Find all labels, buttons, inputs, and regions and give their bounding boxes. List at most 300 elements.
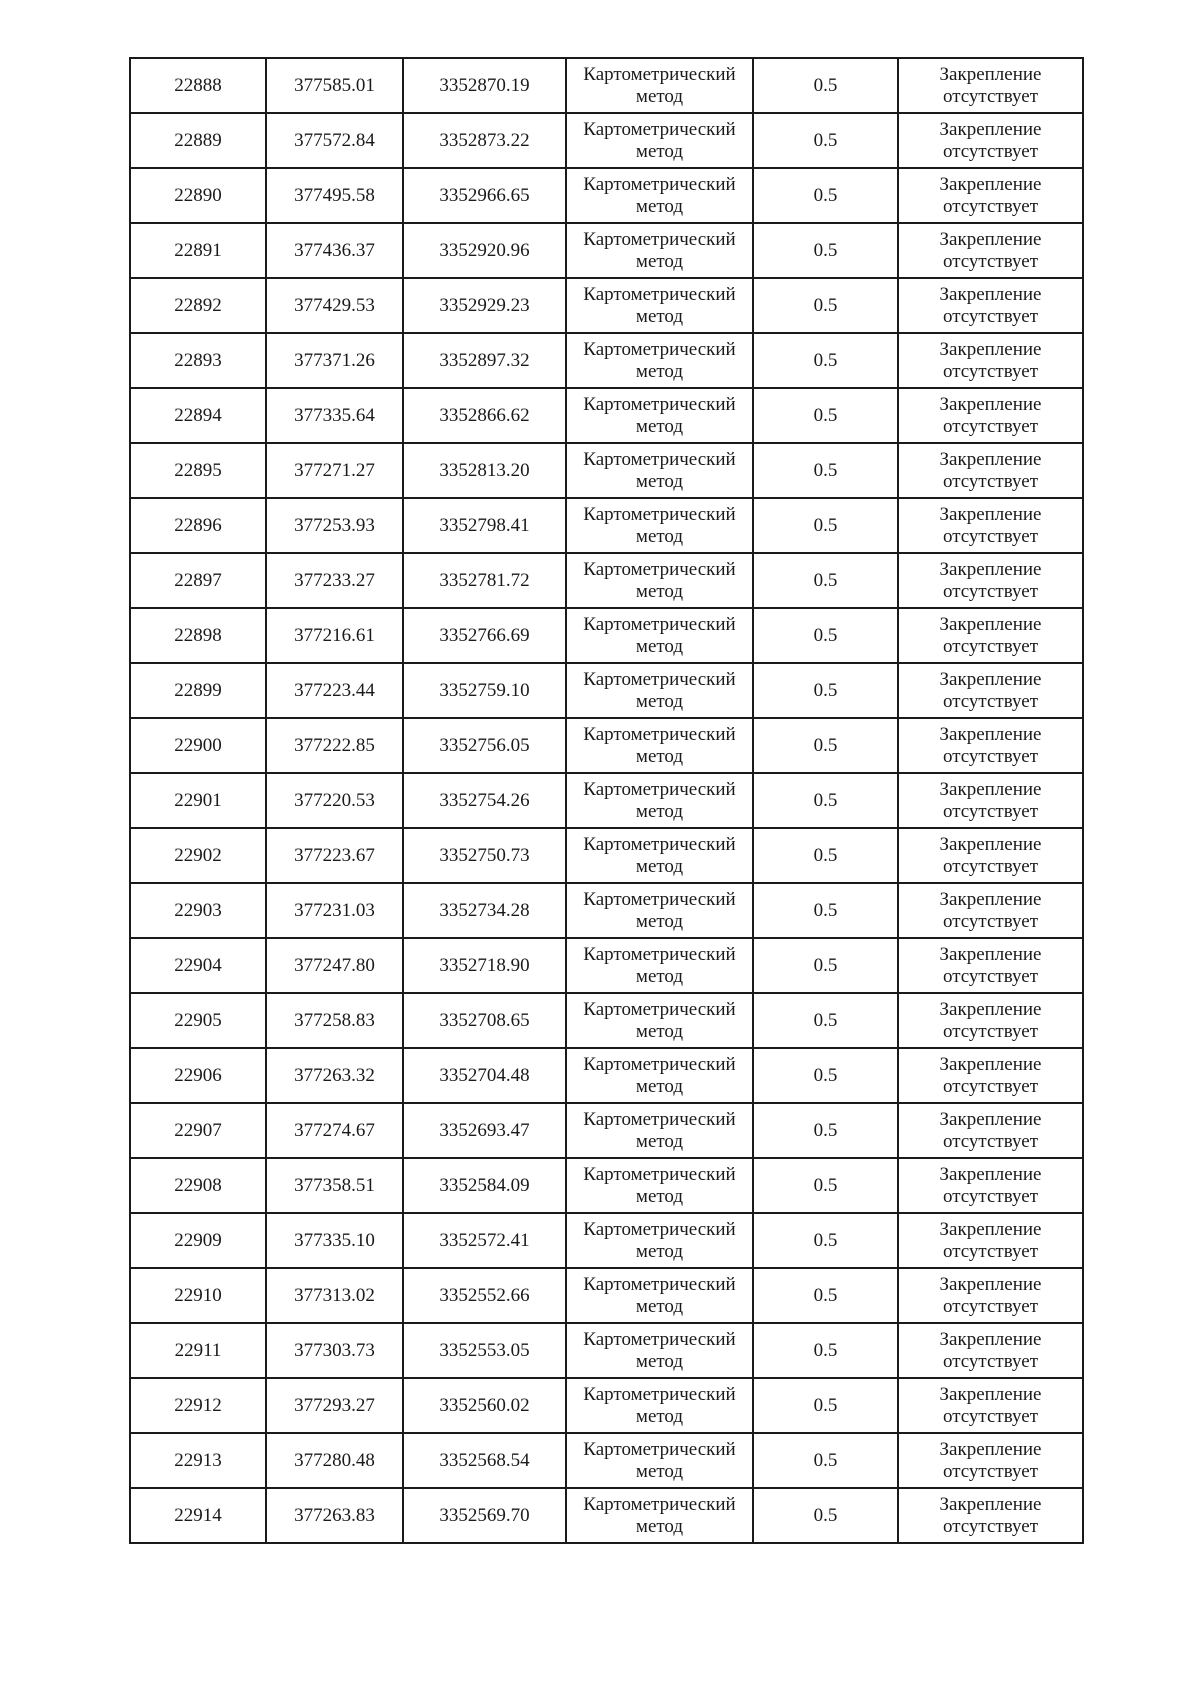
method-cell: [566, 1213, 753, 1268]
method-line-1: Картометрический: [583, 1438, 736, 1460]
method-line-1: Картометрический: [583, 63, 736, 85]
accuracy-cell: 0.5: [753, 168, 898, 223]
accuracy-cell: 0.5: [753, 883, 898, 938]
method-line-2: метод: [635, 415, 684, 437]
method-line-2: метод: [635, 1240, 684, 1262]
description-cell: [898, 1268, 1083, 1323]
description-line-1: Закрепление: [939, 1438, 1042, 1460]
x-coordinate-cell: 377247.80: [266, 938, 403, 993]
table-row: [130, 498, 1083, 553]
y-coordinate-cell: 3352584.09: [403, 1158, 566, 1213]
description-line-2: отсутствует: [942, 1075, 1039, 1097]
description-line-1: Закрепление: [939, 723, 1042, 745]
x-coordinate-cell: 377233.27: [266, 553, 403, 608]
description-line-1: Закрепление: [939, 118, 1042, 140]
x-coordinate-cell: 377231.03: [266, 883, 403, 938]
method-cell: [566, 553, 753, 608]
description-line-2: отсутствует: [942, 1515, 1039, 1537]
description-cell: [898, 58, 1083, 113]
method-cell: [566, 663, 753, 718]
description-cell: [898, 608, 1083, 663]
table-row: [130, 938, 1083, 993]
point-number-cell: 22897: [130, 553, 266, 608]
y-coordinate-cell: 3352552.66: [403, 1268, 566, 1323]
point-number-cell: 22898: [130, 608, 266, 663]
description-line-2: отсутствует: [942, 580, 1039, 602]
point-number-cell: 22893: [130, 333, 266, 388]
method-line-1: Картометрический: [583, 448, 736, 470]
method-line-1: Картометрический: [583, 1218, 736, 1240]
description-line-2: отсутствует: [942, 305, 1039, 327]
accuracy-cell: 0.5: [753, 443, 898, 498]
method-cell: [566, 773, 753, 828]
table-row: [130, 168, 1083, 223]
x-coordinate-cell: 377220.53: [266, 773, 403, 828]
method-line-2: метод: [635, 1295, 684, 1317]
description-line-2: отсутствует: [942, 800, 1039, 822]
method-cell: [566, 883, 753, 938]
method-cell: [566, 1433, 753, 1488]
y-coordinate-cell: 3352734.28: [403, 883, 566, 938]
point-number-cell: 22888: [130, 58, 266, 113]
y-coordinate-cell: 3352718.90: [403, 938, 566, 993]
y-coordinate-cell: 3352873.22: [403, 113, 566, 168]
y-coordinate-cell: 3352759.10: [403, 663, 566, 718]
description-line-1: Закрепление: [939, 1273, 1042, 1295]
table-row: [130, 1103, 1083, 1158]
x-coordinate-cell: 377429.53: [266, 278, 403, 333]
x-coordinate-cell: 377274.67: [266, 1103, 403, 1158]
description-cell: [898, 663, 1083, 718]
description-line-1: Закрепление: [939, 63, 1042, 85]
method-cell: [566, 1378, 753, 1433]
description-line-2: отсутствует: [942, 910, 1039, 932]
x-coordinate-cell: 377216.61: [266, 608, 403, 663]
y-coordinate-cell: 3352897.32: [403, 333, 566, 388]
x-coordinate-cell: 377271.27: [266, 443, 403, 498]
x-coordinate-cell: 377371.26: [266, 333, 403, 388]
method-cell: [566, 828, 753, 883]
method-line-2: метод: [635, 580, 684, 602]
method-line-1: Картометрический: [583, 1053, 736, 1075]
description-line-1: Закрепление: [939, 1493, 1042, 1515]
description-line-2: отсутствует: [942, 1130, 1039, 1152]
point-number-cell: 22890: [130, 168, 266, 223]
method-line-1: Картометрический: [583, 668, 736, 690]
description-line-2: отсутствует: [942, 1460, 1039, 1482]
y-coordinate-cell: 3352920.96: [403, 223, 566, 278]
description-line-2: отсутствует: [942, 195, 1039, 217]
description-line-1: Закрепление: [939, 338, 1042, 360]
point-number-cell: 22903: [130, 883, 266, 938]
x-coordinate-cell: 377436.37: [266, 223, 403, 278]
point-number-cell: 22905: [130, 993, 266, 1048]
y-coordinate-cell: 3352966.65: [403, 168, 566, 223]
y-coordinate-cell: 3352572.41: [403, 1213, 566, 1268]
description-line-1: Закрепление: [939, 1328, 1042, 1350]
y-coordinate-cell: 3352756.05: [403, 718, 566, 773]
method-cell: [566, 1268, 753, 1323]
method-line-1: Картометрический: [583, 723, 736, 745]
x-coordinate-cell: 377572.84: [266, 113, 403, 168]
y-coordinate-cell: 3352704.48: [403, 1048, 566, 1103]
accuracy-cell: 0.5: [753, 388, 898, 443]
description-cell: [898, 498, 1083, 553]
x-coordinate-cell: 377263.32: [266, 1048, 403, 1103]
method-cell: [566, 443, 753, 498]
description-line-1: Закрепление: [939, 943, 1042, 965]
x-coordinate-cell: 377495.58: [266, 168, 403, 223]
accuracy-cell: 0.5: [753, 663, 898, 718]
y-coordinate-cell: 3352750.73: [403, 828, 566, 883]
accuracy-cell: 0.5: [753, 773, 898, 828]
description-line-2: отсутствует: [942, 360, 1039, 382]
y-coordinate-cell: 3352866.62: [403, 388, 566, 443]
table-row: [130, 883, 1083, 938]
point-number-cell: 22901: [130, 773, 266, 828]
method-cell: [566, 223, 753, 278]
table-row: [130, 1268, 1083, 1323]
point-number-cell: 22910: [130, 1268, 266, 1323]
description-line-2: отсутствует: [942, 1405, 1039, 1427]
accuracy-cell: 0.5: [753, 993, 898, 1048]
method-line-1: Картометрический: [583, 613, 736, 635]
description-line-2: отсутствует: [942, 745, 1039, 767]
description-cell: [898, 993, 1083, 1048]
method-line-1: Картометрический: [583, 1163, 736, 1185]
x-coordinate-cell: 377335.10: [266, 1213, 403, 1268]
method-line-2: метод: [635, 910, 684, 932]
method-line-2: метод: [635, 305, 684, 327]
method-cell: [566, 388, 753, 443]
y-coordinate-cell: 3352813.20: [403, 443, 566, 498]
description-cell: [898, 168, 1083, 223]
method-line-1: Картометрический: [583, 1108, 736, 1130]
method-line-2: метод: [635, 525, 684, 547]
description-line-1: Закрепление: [939, 1383, 1042, 1405]
table-row: [130, 388, 1083, 443]
method-line-2: метод: [635, 1020, 684, 1042]
accuracy-cell: 0.5: [753, 828, 898, 883]
method-line-2: метод: [635, 800, 684, 822]
description-line-2: отсутствует: [942, 85, 1039, 107]
point-number-cell: 22904: [130, 938, 266, 993]
table-row: [130, 58, 1083, 113]
method-line-2: метод: [635, 250, 684, 272]
point-number-cell: 22895: [130, 443, 266, 498]
description-line-2: отсутствует: [942, 525, 1039, 547]
description-line-2: отсутствует: [942, 965, 1039, 987]
description-line-1: Закрепление: [939, 228, 1042, 250]
point-number-cell: 22911: [130, 1323, 266, 1378]
description-line-2: отсутствует: [942, 470, 1039, 492]
method-line-1: Картометрический: [583, 1328, 736, 1350]
description-line-1: Закрепление: [939, 558, 1042, 580]
description-line-1: Закрепление: [939, 833, 1042, 855]
x-coordinate-cell: 377223.67: [266, 828, 403, 883]
method-cell: [566, 718, 753, 773]
description-line-2: отсутствует: [942, 1350, 1039, 1372]
description-cell: [898, 1103, 1083, 1158]
point-number-cell: 22902: [130, 828, 266, 883]
description-line-1: Закрепление: [939, 778, 1042, 800]
point-number-cell: 22892: [130, 278, 266, 333]
table-row: [130, 1158, 1083, 1213]
x-coordinate-cell: 377303.73: [266, 1323, 403, 1378]
method-line-1: Картометрический: [583, 173, 736, 195]
table-row: [130, 1213, 1083, 1268]
point-number-cell: 22896: [130, 498, 266, 553]
y-coordinate-cell: 3352569.70: [403, 1488, 566, 1543]
accuracy-cell: 0.5: [753, 1433, 898, 1488]
point-number-cell: 22891: [130, 223, 266, 278]
description-cell: [898, 718, 1083, 773]
description-line-2: отсутствует: [942, 1020, 1039, 1042]
method-line-1: Картометрический: [583, 118, 736, 140]
method-line-1: Картометрический: [583, 778, 736, 800]
method-cell: [566, 1323, 753, 1378]
description-cell: [898, 1213, 1083, 1268]
method-line-1: Картометрический: [583, 503, 736, 525]
accuracy-cell: 0.5: [753, 608, 898, 663]
description-line-2: отсутствует: [942, 1185, 1039, 1207]
method-line-2: метод: [635, 1185, 684, 1207]
method-cell: [566, 1488, 753, 1543]
point-number-cell: 22912: [130, 1378, 266, 1433]
method-line-1: Картометрический: [583, 1493, 736, 1515]
description-cell: [898, 388, 1083, 443]
method-line-1: Картометрический: [583, 943, 736, 965]
description-cell: [898, 1488, 1083, 1543]
table-row: [130, 1378, 1083, 1433]
description-cell: [898, 333, 1083, 388]
description-cell: [898, 773, 1083, 828]
description-line-2: отсутствует: [942, 690, 1039, 712]
method-line-2: метод: [635, 1075, 684, 1097]
method-line-2: метод: [635, 1515, 684, 1537]
x-coordinate-cell: 377585.01: [266, 58, 403, 113]
description-line-1: Закрепление: [939, 613, 1042, 635]
x-coordinate-cell: 377222.85: [266, 718, 403, 773]
description-cell: [898, 278, 1083, 333]
description-line-2: отсутствует: [942, 415, 1039, 437]
accuracy-cell: 0.5: [753, 1378, 898, 1433]
method-line-1: Картометрический: [583, 228, 736, 250]
x-coordinate-cell: 377313.02: [266, 1268, 403, 1323]
table-row: [130, 223, 1083, 278]
table-row: [130, 113, 1083, 168]
description-cell: [898, 1378, 1083, 1433]
description-line-1: Закрепление: [939, 1108, 1042, 1130]
method-line-1: Картометрический: [583, 1383, 736, 1405]
method-line-2: метод: [635, 85, 684, 107]
x-coordinate-cell: 377223.44: [266, 663, 403, 718]
description-cell: [898, 553, 1083, 608]
accuracy-cell: 0.5: [753, 1488, 898, 1543]
method-line-1: Картометрический: [583, 558, 736, 580]
point-number-cell: 22907: [130, 1103, 266, 1158]
y-coordinate-cell: 3352693.47: [403, 1103, 566, 1158]
x-coordinate-cell: 377258.83: [266, 993, 403, 1048]
description-line-1: Закрепление: [939, 393, 1042, 415]
y-coordinate-cell: 3352560.02: [403, 1378, 566, 1433]
accuracy-cell: 0.5: [753, 1103, 898, 1158]
description-line-1: Закрепление: [939, 1163, 1042, 1185]
table-row: [130, 553, 1083, 608]
table-row: [130, 443, 1083, 498]
description-line-2: отсутствует: [942, 635, 1039, 657]
y-coordinate-cell: 3352929.23: [403, 278, 566, 333]
table-row: [130, 663, 1083, 718]
accuracy-cell: 0.5: [753, 1323, 898, 1378]
description-cell: [898, 1323, 1083, 1378]
table-row: [130, 718, 1083, 773]
description-line-1: Закрепление: [939, 668, 1042, 690]
point-number-cell: 22899: [130, 663, 266, 718]
y-coordinate-cell: 3352870.19: [403, 58, 566, 113]
point-number-cell: 22894: [130, 388, 266, 443]
description-cell: [898, 1048, 1083, 1103]
coordinates-table-body: [130, 58, 1083, 1543]
description-line-2: отсутствует: [942, 1240, 1039, 1262]
method-cell: [566, 608, 753, 663]
accuracy-cell: 0.5: [753, 113, 898, 168]
method-cell: [566, 58, 753, 113]
table-row: [130, 1488, 1083, 1543]
description-line-1: Закрепление: [939, 173, 1042, 195]
method-line-2: метод: [635, 1405, 684, 1427]
method-line-2: метод: [635, 360, 684, 382]
x-coordinate-cell: 377280.48: [266, 1433, 403, 1488]
method-cell: [566, 498, 753, 553]
y-coordinate-cell: 3352754.26: [403, 773, 566, 828]
point-number-cell: 22908: [130, 1158, 266, 1213]
point-number-cell: 22889: [130, 113, 266, 168]
method-cell: [566, 993, 753, 1048]
point-number-cell: 22900: [130, 718, 266, 773]
x-coordinate-cell: 377358.51: [266, 1158, 403, 1213]
method-line-1: Картометрический: [583, 833, 736, 855]
y-coordinate-cell: 3352553.05: [403, 1323, 566, 1378]
y-coordinate-cell: 3352781.72: [403, 553, 566, 608]
point-number-cell: 22913: [130, 1433, 266, 1488]
accuracy-cell: 0.5: [753, 1048, 898, 1103]
description-line-1: Закрепление: [939, 888, 1042, 910]
method-line-2: метод: [635, 470, 684, 492]
method-cell: [566, 168, 753, 223]
accuracy-cell: 0.5: [753, 1158, 898, 1213]
point-number-cell: 22906: [130, 1048, 266, 1103]
method-line-1: Картометрический: [583, 888, 736, 910]
description-line-1: Закрепление: [939, 1218, 1042, 1240]
accuracy-cell: 0.5: [753, 278, 898, 333]
method-line-2: метод: [635, 1460, 684, 1482]
table-row: [130, 1433, 1083, 1488]
x-coordinate-cell: 377263.83: [266, 1488, 403, 1543]
coordinates-table: [129, 57, 1084, 1544]
description-cell: [898, 113, 1083, 168]
method-line-2: метод: [635, 690, 684, 712]
description-cell: [898, 828, 1083, 883]
description-cell: [898, 223, 1083, 278]
table-row: [130, 828, 1083, 883]
method-cell: [566, 938, 753, 993]
description-cell: [898, 1158, 1083, 1213]
y-coordinate-cell: 3352798.41: [403, 498, 566, 553]
x-coordinate-cell: 377293.27: [266, 1378, 403, 1433]
description-line-2: отсутствует: [942, 1295, 1039, 1317]
accuracy-cell: 0.5: [753, 1213, 898, 1268]
method-cell: [566, 1158, 753, 1213]
y-coordinate-cell: 3352568.54: [403, 1433, 566, 1488]
method-line-2: метод: [635, 195, 684, 217]
table-row: [130, 993, 1083, 1048]
description-line-1: Закрепление: [939, 283, 1042, 305]
method-line-1: Картометрический: [583, 283, 736, 305]
description-line-2: отсутствует: [942, 140, 1039, 162]
description-line-1: Закрепление: [939, 998, 1042, 1020]
accuracy-cell: 0.5: [753, 498, 898, 553]
method-line-1: Картометрический: [583, 393, 736, 415]
accuracy-cell: 0.5: [753, 938, 898, 993]
method-line-2: метод: [635, 745, 684, 767]
method-line-2: метод: [635, 855, 684, 877]
method-line-1: Картометрический: [583, 1273, 736, 1295]
accuracy-cell: 0.5: [753, 223, 898, 278]
point-number-cell: 22914: [130, 1488, 266, 1543]
method-line-2: метод: [635, 140, 684, 162]
method-line-2: метод: [635, 635, 684, 657]
description-cell: [898, 938, 1083, 993]
table-row: [130, 773, 1083, 828]
accuracy-cell: 0.5: [753, 333, 898, 388]
description-cell: [898, 443, 1083, 498]
description-line-1: Закрепление: [939, 1053, 1042, 1075]
method-cell: [566, 333, 753, 388]
table-row: [130, 608, 1083, 663]
y-coordinate-cell: 3352708.65: [403, 993, 566, 1048]
description-line-1: Закрепление: [939, 503, 1042, 525]
description-line-2: отсутствует: [942, 250, 1039, 272]
accuracy-cell: 0.5: [753, 718, 898, 773]
method-line-1: Картометрический: [583, 998, 736, 1020]
method-line-2: метод: [635, 1130, 684, 1152]
method-line-1: Картометрический: [583, 338, 736, 360]
x-coordinate-cell: 377253.93: [266, 498, 403, 553]
method-cell: [566, 1103, 753, 1158]
coordinates-table-container: [129, 57, 1084, 1544]
accuracy-cell: 0.5: [753, 1268, 898, 1323]
accuracy-cell: 0.5: [753, 58, 898, 113]
table-row: [130, 1048, 1083, 1103]
point-number-cell: 22909: [130, 1213, 266, 1268]
method-cell: [566, 1048, 753, 1103]
x-coordinate-cell: 377335.64: [266, 388, 403, 443]
description-cell: [898, 883, 1083, 938]
description-line-1: Закрепление: [939, 448, 1042, 470]
description-cell: [898, 1433, 1083, 1488]
method-cell: [566, 113, 753, 168]
method-cell: [566, 278, 753, 333]
method-line-2: метод: [635, 965, 684, 987]
y-coordinate-cell: 3352766.69: [403, 608, 566, 663]
table-row: [130, 333, 1083, 388]
accuracy-cell: 0.5: [753, 553, 898, 608]
description-line-2: отсутствует: [942, 855, 1039, 877]
table-row: [130, 278, 1083, 333]
table-row: [130, 1323, 1083, 1378]
method-line-2: метод: [635, 1350, 684, 1372]
